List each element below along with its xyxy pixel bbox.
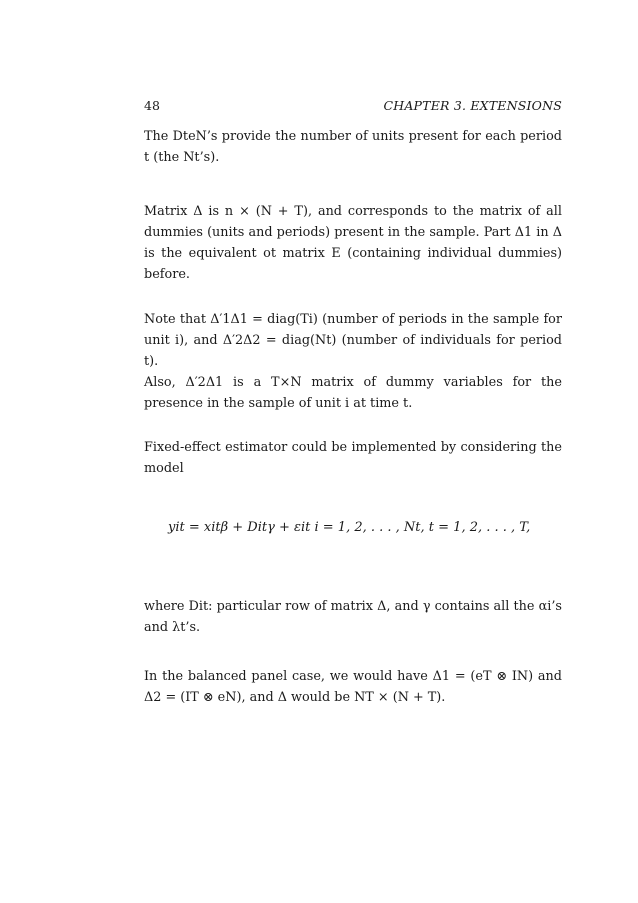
document-page <box>144 0 562 903</box>
paragraph-where-dit <box>144 596 562 638</box>
paragraph-balanced-panel <box>144 666 562 708</box>
paragraph-matrix-delta <box>144 201 562 285</box>
paragraph-text: In the balanced panel case, we would have Δ1 = (eT ⊗ IN) and Δ2 = (IT ⊗ eN), and Δ would be NT × (N + T). <box>144 669 562 705</box>
equation-text: yit = xitβ + Ditγ + εit i = 1, 2, . . . , Nt, t = 1, 2, . . . , T, <box>168 520 531 535</box>
page-number: 48 <box>144 98 160 113</box>
paragraph-text: Also, Δ′2Δ1 is a T×N matrix of dummy variables for the presence in the sample of unit i at time t. <box>144 375 562 411</box>
paragraph-text: where Dit: particular row of matrix Δ, and γ contains all the αi’s and λt’s. <box>144 599 562 635</box>
paragraph-text: Fixed-effect estimator could be implemented by considering the model <box>144 440 562 476</box>
paragraph-fixed-effect <box>144 437 562 479</box>
paragraph-text: The DteN’s provide the number of units present for each period t (the Nt’s). <box>144 129 562 165</box>
paragraph-diag-products <box>144 309 562 372</box>
display-equation <box>168 520 562 535</box>
paragraph-units-per-period <box>144 126 562 168</box>
running-head: CHAPTER 3. EXTENSIONS <box>383 98 562 113</box>
paragraph-text: Note that Δ′1Δ1 = diag(Ti) (number of periods in the sample for unit i), and Δ′2Δ2 = diag(Nt) (number of individuals for period t). <box>144 312 562 369</box>
page-header <box>144 98 562 113</box>
paragraph-dummy-presence <box>144 372 562 414</box>
paragraph-text: Matrix Δ is n × (N + T), and corresponds to the matrix of all dummies (units and periods) present in the sample. Part Δ1 in Δ is the equivalent ot matrix E (containing individual dummies) before. <box>144 204 562 282</box>
